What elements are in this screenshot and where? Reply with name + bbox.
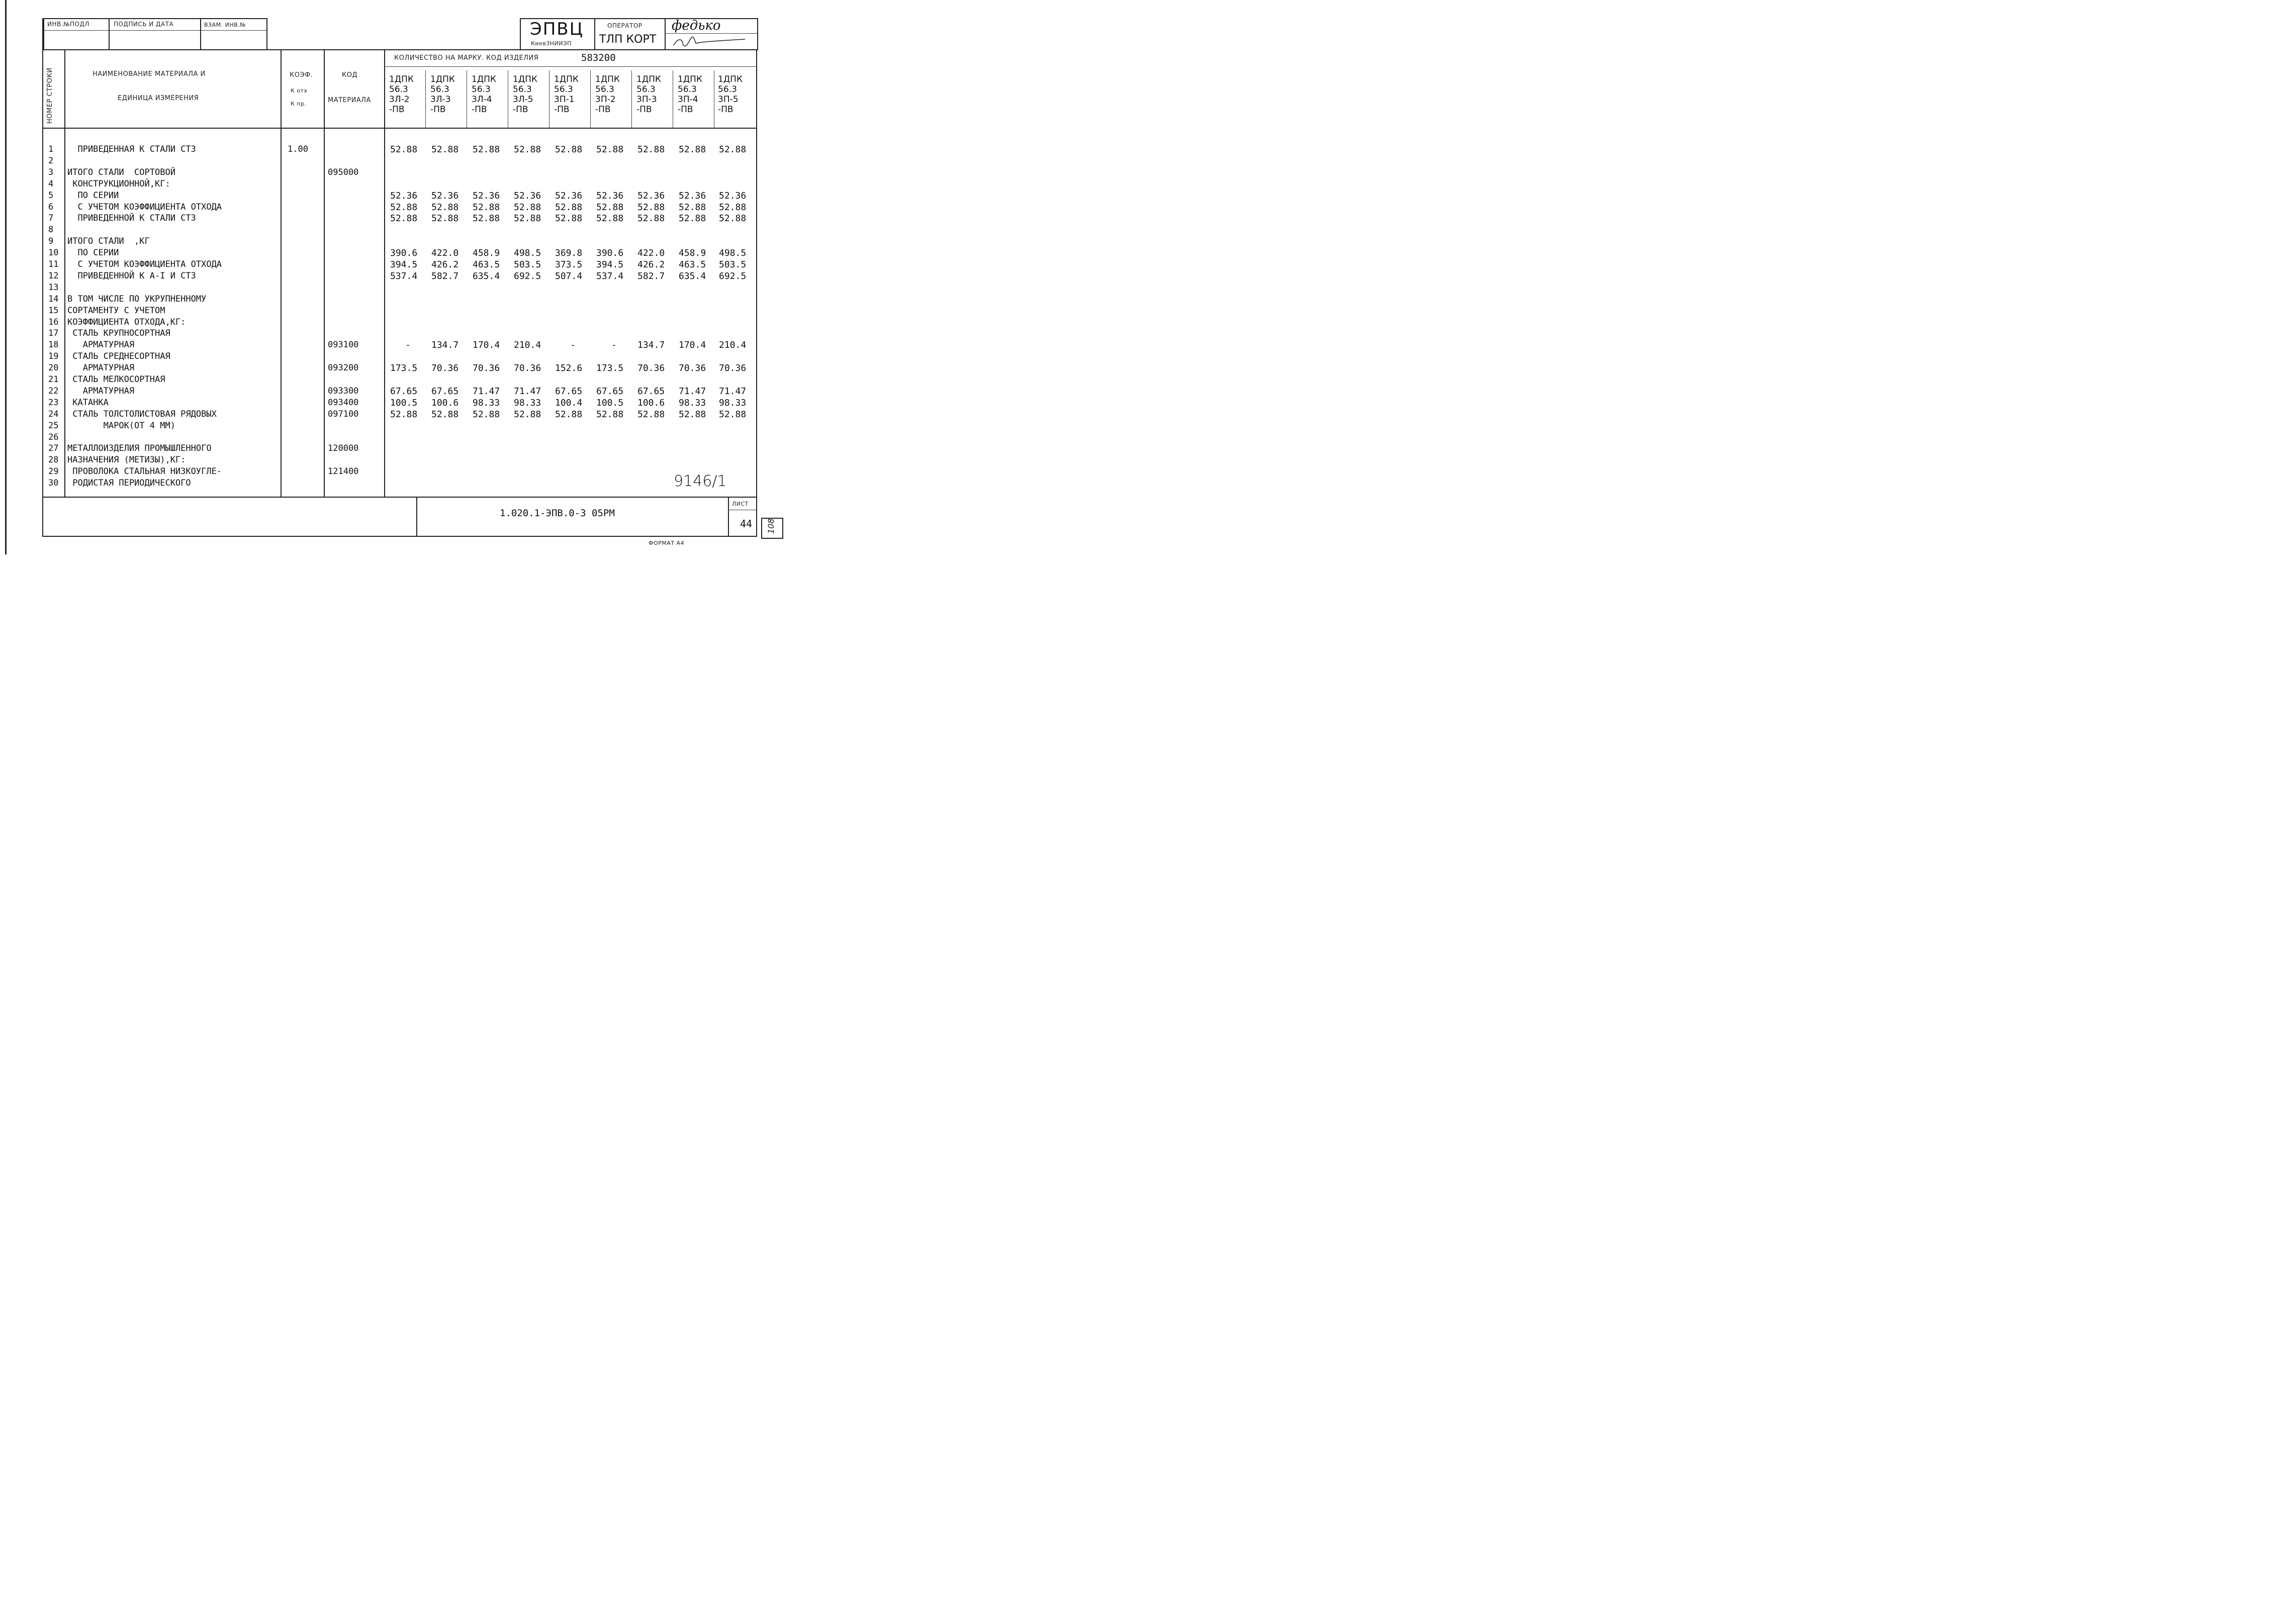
row-number: 17 (48, 328, 59, 338)
quantity-value: 394.5 (596, 259, 624, 270)
coef-header-3: К пр. (291, 101, 307, 107)
product-column-header (513, 74, 552, 115)
quantity-value: 52.88 (637, 144, 665, 155)
product-header-line: 3Л-5 (513, 94, 533, 105)
quantity-value: 52.88 (555, 144, 583, 155)
product-header-line: 1ДПК (595, 74, 620, 84)
row-number: 20 (48, 363, 59, 373)
material-name: АРМАТУРНАЯ (67, 386, 135, 396)
product-column-header (472, 74, 511, 115)
quantity-value: 369.8 (555, 248, 583, 258)
quantity-value: 52.36 (555, 191, 583, 201)
material-name: ПО СЕРИИ (67, 191, 119, 201)
product-column-header (554, 74, 593, 115)
quantity-value: 52.36 (637, 191, 665, 201)
quantity-value: 210.4 (719, 340, 747, 350)
product-header-line: 3П-2 (595, 94, 616, 105)
quantity-value: 100.6 (431, 398, 459, 408)
operator-label: ОПЕРАТОР (607, 22, 642, 29)
quantity-value: 210.4 (514, 340, 541, 350)
material-name: ПРИВЕДЕННОЙ К СТАЛИ СТ3 (67, 213, 196, 223)
product-header-line: -ПВ (389, 105, 405, 115)
quantity-value: 52.88 (596, 409, 624, 420)
col-line-coef (324, 49, 325, 497)
quantity-value: - (405, 340, 411, 350)
row-number: 6 (48, 202, 54, 212)
quantity-value: 52.88 (719, 213, 747, 224)
quantity-value: 52.88 (514, 202, 541, 213)
product-header-line: 1ДПК (678, 74, 702, 84)
quantity-value: 507.4 (555, 271, 583, 281)
quantity-value: 390.6 (596, 248, 624, 258)
row-number: 29 (48, 466, 59, 477)
quantity-value: 100.5 (390, 398, 418, 408)
material-name: КОЭФФИЦИЕНТА ОТХОДА,КГ: (67, 317, 186, 327)
product-header-line: 1ДПК (718, 74, 743, 84)
quantity-value: 152.6 (555, 363, 583, 373)
col-line-name (281, 49, 282, 497)
handwritten-number: 9146/1 (674, 472, 727, 490)
material-name: СТАЛЬ СРЕДНЕСОРТНАЯ (67, 351, 170, 361)
material-name: СОРТАМЕНТУ С УЧЕТОМ (67, 306, 165, 316)
row-number: 12 (48, 271, 59, 281)
frame-left-line (42, 18, 43, 536)
row-number: 8 (48, 225, 54, 235)
row-number: 21 (48, 374, 59, 385)
row-number: 27 (48, 443, 59, 453)
quantity-value: 52.88 (473, 213, 500, 224)
quantity-value: 170.4 (473, 340, 500, 350)
quantity-value: 70.36 (719, 363, 747, 373)
row-number: 3 (48, 167, 54, 177)
material-name: С УЧЕТОМ КОЭФФИЦИЕНТА ОТХОДА (67, 259, 222, 269)
product-header-line: 3П-3 (636, 94, 657, 105)
row-number: 11 (48, 259, 59, 269)
quantity-value: 70.36 (473, 363, 500, 373)
quantity-value: 52.88 (679, 202, 706, 213)
quantity-value: 692.5 (719, 271, 747, 281)
quantity-value: 70.36 (514, 363, 541, 373)
product-header-line: 3Л-3 (430, 94, 451, 105)
quantity-value: 422.0 (431, 248, 459, 258)
product-header-line: 56.3 (513, 84, 532, 94)
quantity-value: 100.4 (555, 398, 583, 408)
product-header-line: 56.3 (389, 84, 408, 94)
material-code: 121400 (328, 466, 359, 477)
row-number: 30 (48, 478, 59, 488)
quantity-value: 52.88 (390, 144, 418, 155)
department-code: ТЛП КОРТ (599, 33, 657, 46)
qty-title-line (384, 66, 756, 67)
document-code: 1.020.1-ЭПВ.0-3 05РМ (500, 508, 615, 519)
quantity-value: 67.65 (596, 386, 624, 397)
quantity-value: 70.36 (637, 363, 665, 373)
title-block-divider (416, 497, 417, 536)
product-column-header (389, 74, 428, 115)
qty-title: КОЛИЧЕСТВО НА МАРКУ. КОД ИЗДЕЛИЯ (394, 54, 539, 62)
quantity-value: 52.36 (596, 191, 624, 201)
quantity-value: 134.7 (637, 340, 665, 350)
quantity-value: 498.5 (719, 248, 747, 258)
material-code: 093400 (328, 398, 359, 408)
material-name: С УЧЕТОМ КОЭФФИЦИЕНТА ОТХОДА (67, 202, 222, 212)
material-name: МАРОК(ОТ 4 ММ) (67, 421, 175, 431)
row-number: 5 (48, 191, 54, 201)
row-number: 25 (48, 421, 59, 431)
operator-signature: федько (672, 18, 721, 33)
quantity-value: 498.5 (514, 248, 541, 258)
quantity-value: 692.5 (514, 271, 541, 281)
material-name: СТАЛЬ ТОЛСТОЛИСТОВАЯ РЯДОВЫХ (67, 409, 217, 419)
frame-right-line (756, 49, 757, 537)
product-column-header (430, 74, 470, 115)
product-header-line: -ПВ (678, 105, 693, 115)
quantity-value: 52.88 (431, 213, 459, 224)
material-name: ПО СЕРИИ (67, 248, 119, 258)
coef-header-1: КОЭФ. (290, 71, 313, 79)
row-number: 23 (48, 398, 59, 408)
header-bottom-line (42, 128, 756, 129)
product-header-line: 56.3 (430, 84, 449, 94)
product-header-line: 56.3 (595, 84, 614, 94)
product-header-line: 1ДПК (389, 74, 414, 84)
quantity-value: 503.5 (719, 259, 747, 270)
product-header-line: -ПВ (472, 105, 487, 115)
side-number: 108 (766, 518, 776, 534)
row-number: 15 (48, 306, 59, 316)
row-number: 13 (48, 282, 59, 293)
quantity-value: 52.88 (637, 202, 665, 213)
product-header-line: -ПВ (430, 105, 446, 115)
material-name: ПРОВОЛОКА СТАЛЬНАЯ НИЗКОУГЛЕ- (67, 466, 222, 477)
quantity-value: 426.2 (637, 259, 665, 270)
row-number: 1 (48, 144, 54, 154)
frame-bottom-line (42, 536, 757, 537)
row-number: 16 (48, 317, 59, 327)
epvc-logo: ЭПВЦ (530, 19, 584, 39)
quantity-value: 52.88 (390, 409, 418, 420)
name-header-line1: НАИМЕНОВАНИЕ МАТЕРИАЛА И (93, 70, 206, 78)
quantity-value: 582.7 (431, 271, 459, 281)
product-header-line: 56.3 (678, 84, 697, 94)
product-header-line: -ПВ (636, 105, 652, 115)
quantity-value: 390.6 (390, 248, 418, 258)
material-code: 093200 (328, 363, 359, 373)
coefficient: 1.00 (288, 144, 308, 154)
product-header-line: -ПВ (513, 105, 528, 115)
product-header-line: 1ДПК (513, 74, 537, 84)
quantity-value: 635.4 (473, 271, 500, 281)
quantity-value: 170.4 (679, 340, 706, 350)
material-name: ИТОГО СТАЛИ СОРТОВОЙ (67, 167, 175, 177)
quantity-value: 52.88 (637, 409, 665, 420)
quantity-value: 52.36 (431, 191, 459, 201)
quantity-value: 52.88 (431, 409, 459, 420)
quantity-value: 98.33 (473, 398, 500, 408)
material-name: КАТАНКА (67, 398, 109, 408)
quantity-value: 100.5 (596, 398, 624, 408)
quantity-value: 52.88 (555, 409, 583, 420)
quantity-value: 71.47 (719, 386, 747, 397)
quantity-value: 52.88 (473, 202, 500, 213)
quantity-value: 52.88 (514, 213, 541, 224)
product-header-line: 3Л-4 (472, 94, 492, 105)
material-name: В ТОМ ЧИСЛЕ ПО УКРУПНЕННОМУ (67, 294, 207, 304)
handwritten-signature (672, 36, 747, 48)
row-number: 7 (48, 213, 54, 223)
material-code: 093300 (328, 386, 359, 396)
org-subtitle: КиевЗНИИЭП (531, 40, 572, 47)
product-header-line: 3П-5 (718, 94, 739, 105)
quantity-value: 582.7 (637, 271, 665, 281)
product-header-line: 3П-4 (678, 94, 698, 105)
quantity-value: 458.9 (679, 248, 706, 258)
quantity-value: 635.4 (679, 271, 706, 281)
quantity-value: 52.36 (719, 191, 747, 201)
quantity-value: 52.88 (390, 202, 418, 213)
quantity-value: 52.88 (514, 144, 541, 155)
table-bottom-line (42, 497, 756, 498)
quantity-value: 52.88 (473, 409, 500, 420)
product-header-line: 1ДПК (554, 74, 579, 84)
row-number: 22 (48, 386, 59, 396)
quantity-value: 52.36 (679, 191, 706, 201)
vzam-inv-label: ВЗАМ. ИНВ.№ (204, 22, 246, 28)
sheet-number: 44 (740, 518, 753, 530)
row-number: 14 (48, 294, 59, 304)
row-number: 4 (48, 179, 54, 189)
quantity-value: 52.88 (431, 202, 459, 213)
material-name: МЕТАЛЛОИЗДЕЛИЯ ПРОМЫШЛЕННОГО (67, 443, 212, 453)
quantity-value: 52.88 (431, 144, 459, 155)
product-header-line: 1ДПК (472, 74, 496, 84)
quantity-value: 52.36 (514, 191, 541, 201)
quantity-value: 71.47 (473, 386, 500, 397)
row-number: 24 (48, 409, 59, 419)
quantity-value: 52.88 (390, 213, 418, 224)
material-name: АРМАТУРНАЯ (67, 363, 135, 373)
code-header-2: МАТЕРИАЛА (328, 97, 371, 104)
code-header-1: КОД (342, 71, 358, 79)
material-name: ПРИВЕДЕННАЯ К СТАЛИ СТ3 (67, 144, 196, 154)
row-number: 19 (48, 351, 59, 361)
quantity-value: 52.88 (637, 213, 665, 224)
quantity-value: 70.36 (679, 363, 706, 373)
sheet-divider (728, 497, 729, 536)
material-code: 095000 (328, 167, 359, 177)
quantity-value: 422.0 (637, 248, 665, 258)
quantity-value: 537.4 (390, 271, 418, 281)
coef-header-2: К отх (291, 87, 308, 94)
quantity-value: 98.33 (679, 398, 706, 408)
quantity-value: 52.88 (719, 202, 747, 213)
material-name: КОНСТРУКЦИОННОЙ,КГ: (67, 179, 170, 189)
format-label: ФОРМАТ А4 (649, 540, 685, 546)
row-number: 10 (48, 248, 59, 258)
material-code: 097100 (328, 409, 359, 419)
product-code: 583200 (581, 52, 616, 63)
product-column-header (636, 74, 676, 115)
sheet-label: ЛИСТ (732, 501, 749, 507)
product-header-line: 56.3 (472, 84, 491, 94)
material-name: АРМАТУРНАЯ (67, 340, 135, 350)
quantity-value: 52.36 (473, 191, 500, 201)
quantity-value: 52.88 (596, 213, 624, 224)
quantity-value: 67.65 (637, 386, 665, 397)
material-name: СТАЛЬ МЕЛКОСОРТНАЯ (67, 374, 165, 385)
material-name: ИТОГО СТАЛИ ,КГ (67, 236, 150, 246)
quantity-value: 52.36 (390, 191, 418, 201)
material-name: НАЗНАЧЕНИЯ (МЕТИЗЫ),КГ: (67, 455, 186, 465)
side-number-box (761, 518, 783, 539)
quantity-value: 100.6 (637, 398, 665, 408)
quantity-value: 67.65 (390, 386, 418, 397)
organization-block (520, 18, 758, 50)
quantity-value: - (570, 340, 576, 350)
quantity-value: 52.88 (555, 213, 583, 224)
row-number: 18 (48, 340, 59, 350)
product-header-line: 1ДПК (636, 74, 661, 84)
col-line-rownum (64, 49, 65, 497)
row-number: 2 (48, 156, 54, 166)
product-column-header (678, 74, 717, 115)
quantity-value: 52.88 (679, 144, 706, 155)
quantity-value: 98.33 (719, 398, 747, 408)
product-header-line: 56.3 (718, 84, 737, 94)
name-header-line2: ЕДИНИЦА ИЗМЕРЕНИЯ (118, 94, 199, 102)
product-header-line: 1ДПК (430, 74, 455, 84)
product-header-line: -ПВ (595, 105, 611, 115)
quantity-value: 426.2 (431, 259, 459, 270)
quantity-value: 537.4 (596, 271, 624, 281)
quantity-value: 70.36 (431, 363, 459, 373)
product-header-line: 56.3 (554, 84, 573, 94)
quantity-value: 394.5 (390, 259, 418, 270)
quantity-value: 98.33 (514, 398, 541, 408)
quantity-value: 52.88 (555, 202, 583, 213)
material-name: ПРИВЕДЕННОЙ К А-I И СТ3 (67, 271, 196, 281)
product-column-header (718, 74, 757, 115)
col-line-code (384, 49, 385, 497)
product-header-line: 3П-1 (554, 94, 575, 105)
product-header-line: -ПВ (718, 105, 733, 115)
quantity-value: 373.5 (555, 259, 583, 270)
quantity-value: - (611, 340, 617, 350)
quantity-value: 52.88 (596, 144, 624, 155)
product-header-line: 56.3 (636, 84, 656, 94)
quantity-value: 173.5 (596, 363, 624, 373)
quantity-value: 71.47 (514, 386, 541, 397)
quantity-value: 503.5 (514, 259, 541, 270)
product-header-line: -ПВ (554, 105, 570, 115)
product-column-header (595, 74, 634, 115)
product-header-line: 3Л-2 (389, 94, 410, 105)
material-name: СТАЛЬ КРУПНОСОРТНАЯ (67, 328, 170, 338)
inv-podl-label: ИНВ.№ПОДЛ (47, 21, 89, 28)
row-number: 26 (48, 432, 59, 442)
quantity-value: 463.5 (473, 259, 500, 270)
material-name: РОДИСТАЯ ПЕРИОДИЧЕСКОГО (67, 478, 191, 488)
quantity-value: 52.88 (679, 409, 706, 420)
quantity-value: 52.88 (514, 409, 541, 420)
left-binding-edge (5, 0, 7, 554)
quantity-value: 463.5 (679, 259, 706, 270)
quantity-value: 52.88 (679, 213, 706, 224)
quantity-value: 52.88 (719, 409, 747, 420)
quantity-value: 134.7 (431, 340, 459, 350)
row-number: 9 (48, 236, 54, 246)
quantity-value: 52.88 (596, 202, 624, 213)
material-code: 120000 (328, 443, 359, 453)
quantity-value: 71.47 (679, 386, 706, 397)
signature-date-label: ПОДПИСЬ И ДАТА (114, 21, 174, 28)
inventory-stamp (43, 18, 267, 49)
quantity-value: 458.9 (473, 248, 500, 258)
row-number: 28 (48, 455, 59, 465)
quantity-value: 173.5 (390, 363, 418, 373)
quantity-value: 67.65 (555, 386, 583, 397)
material-code: 093100 (328, 340, 359, 350)
row-number-header: НОМЕР СТРОКИ (46, 67, 54, 124)
quantity-value: 52.88 (473, 144, 500, 155)
quantity-value: 52.88 (719, 144, 747, 155)
quantity-value: 67.65 (431, 386, 459, 397)
